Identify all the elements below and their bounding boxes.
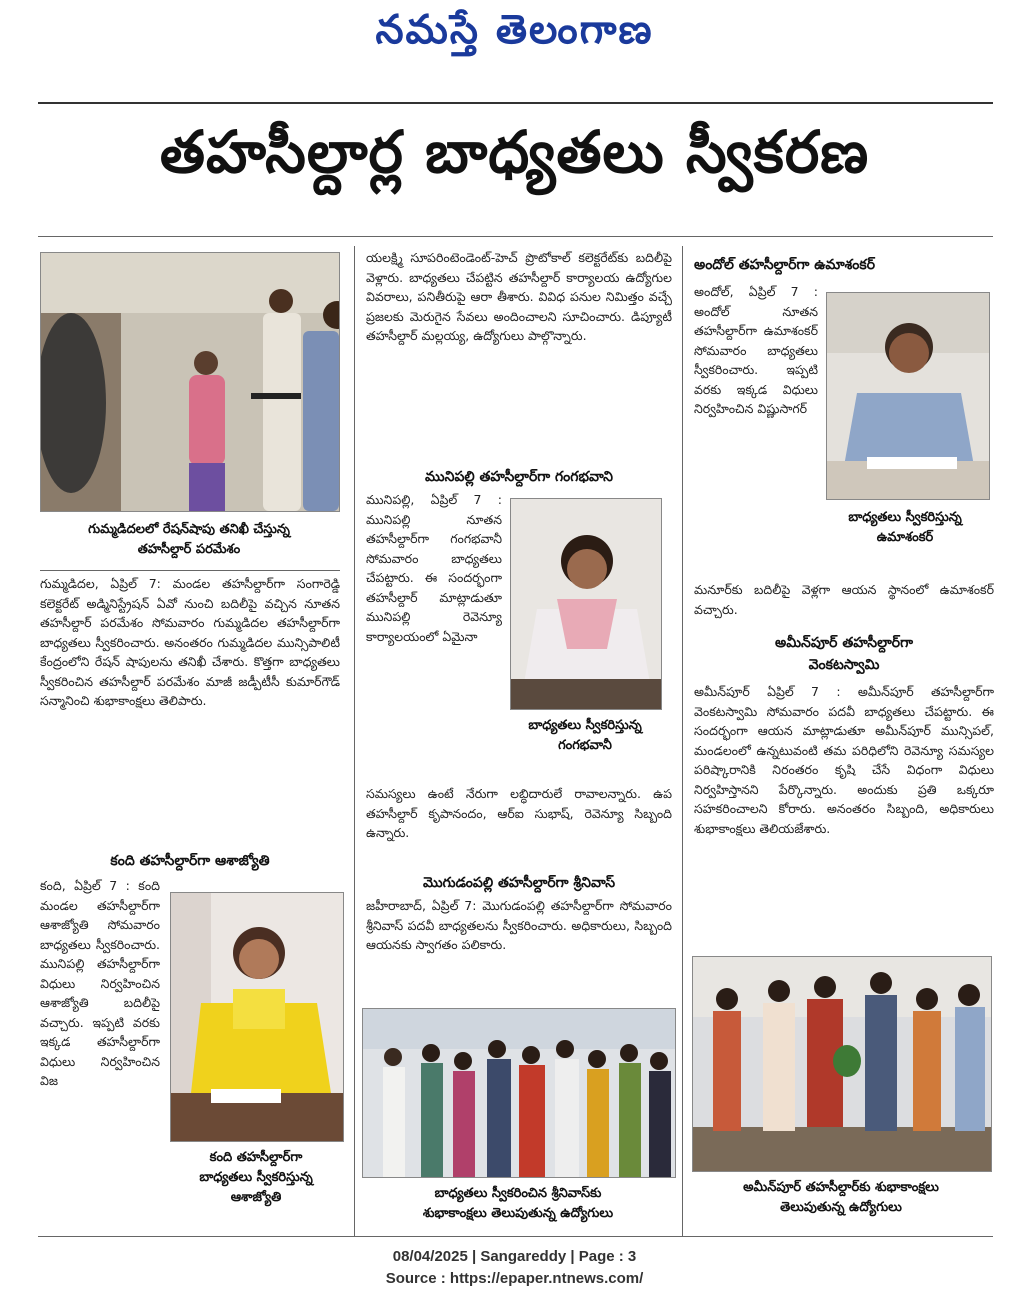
photo-caption [820,508,990,548]
photo-caption [510,716,660,756]
srinivas-welcome-photo [362,1008,676,1178]
caption-line: అమీన్‌పూర్ తహసీల్దార్‌కు శుభాకాంక్షలు [743,1180,939,1195]
story-munipalli-end: సమస్యలు ఉంటే నేరుగా లబ్ధిదారులే రావాలన్నారు. ఉప తహసీల్దార్ కృపానందం, ఆర్ఐ సుభాష్, రెవెన్యూ సిబ్బంది ఉన్నారు. [366,786,672,840]
photo-caption [170,1148,342,1208]
page-headline: తహసీల్దార్ల బాధ్యతలు స్వీకరణ [159,118,870,186]
story-gummadidala: గుమ్మడిదల, ఏప్రిల్ 7: మండల తహసీల్దార్‌గా సంగారెడ్డి కలెక్టరేట్ అడ్మినిస్ట్రేషన్ ఏవో నుంచి బదిలీపై వచ్చిన నూతన తహసీల్దార్ పరమేశం సోమవారం గుమ్మడిదల తహసీల్దార్‌గా బాధ్యతలు స్వీకరించారు. అనంతరం గుమ్మడిదల మున్సిపాలిటీ కేంద్రంలోని రేషన్ షాపులను తనిఖీ చేశారు. కొత్తగా బాధ్యతలు స్వీకరించిన తహసీల్దార్ పరమేశం మాజీ జడ్పీటీసీ కుమార్‌గౌడ్ సన్మానించి శుభాకాంక్షలు తెలిపారు. [40,576,340,708]
subhead-line: వెంకటస్వామి [808,657,880,673]
caption-line: బాధ్యతలు స్వీకరించిన శ్రీనివాస్‌కు [434,1186,602,1201]
story-andol: అందోల్, ఏప్రిల్ 7 : అందోల్ నూతన తహసీల్దార్‌గా ఉమాశంకర్ సోమవారం బాధ్యతలు స్వీకరించారు. ఇప్పటి వరకు ఇక్కడ విధులు నిర్వహించిన విష్ణుసాగర్ [694,284,818,416]
caption-line: బాధ్యతలు స్వీకరిస్తున్న [848,510,962,525]
headline-rule [38,236,993,237]
caption-line: గంగభవానీ [558,738,612,753]
masthead-logo: నమస్తే తెలంగాణ [375,6,654,53]
caption-line: ఆశాజ్యోతి [230,1190,282,1205]
subhead-mogudampalli: మొగుడంపల్లి తహసీల్దార్‌గా శ్రీనివాస్ [422,875,616,891]
ration-shop-photo [40,252,340,512]
ameenpur-welcome-photo [692,956,992,1172]
subhead-ameenpur [694,632,994,676]
footer-date-line: 08/04/2025 | Sangareddy | Page : 3 [392,1248,637,1265]
story-andol-end: మనూర్‌కు బదిలీపై వెళ్లగా ఆయన స్థానంలో ఉమాశంకర్ వచ్చారు. [694,582,994,617]
column-divider [354,246,355,1236]
subhead-line: అమీన్‌పూర్ తహసీల్దార్‌గా [775,635,913,651]
column-divider [682,246,683,1236]
caption-line: కంది తహసీల్దార్‌గా [209,1150,303,1165]
story-mogudampalli: జహీరాబాద్, ఏప్రిల్ 7: మొగుడంపల్లి తహసీల్దార్‌గా సోమవారం శ్రీనివాస్ పదవీ బాధ్యతలను స్వీకరించారు. అధికారులు, సిబ్బంది ఆయనకు స్వాగతం పలికారు. [366,898,672,952]
caption-line: ఉమాశంకర్ [876,530,934,545]
footer-source-link[interactable]: Source : https://epaper.ntnews.com/ [385,1270,644,1287]
subhead-kandi: కంది తహసీల్దార్‌గా ఆశాజ్యోతి [110,853,270,869]
photo-caption [692,1178,990,1218]
masthead-rule [38,102,993,104]
story-munipalli: మునిపల్లి, ఏప్రిల్ 7 : మునిపల్లి నూతన తహసీల్దార్‌గా గంగభవానీ సోమవారం బాధ్యతలు చేపట్టారు. ఈ సందర్భంగా తహసీల్దార్ మాట్లాడుతూ మునిపల్లి రెవెన్యూ కార్యాలయంలో ఏమైనా [366,492,502,644]
caption-line: శుభాకాంక్షలు తెలుపుతున్న ఉద్యోగులు [422,1206,614,1221]
photo-caption [362,1184,674,1224]
umashankar-photo [826,292,990,500]
ashajyothi-photo [170,892,344,1142]
section-rule [40,570,340,571]
caption-line: తెలుపుతున్న ఉద్యోగులు [780,1200,902,1215]
gangabhavani-photo [510,498,662,710]
caption-line: బాధ్యతలు స్వీకరిస్తున్న [199,1170,313,1185]
caption-line: గుమ్మడిదలలో రేషన్‌షాపు తనిఖీ చేస్తున్న [88,522,290,537]
subhead-andol: అందోల్ తహసీల్దార్‌గా ఉమాశంకర్ [694,257,876,273]
subhead-munipalli: మునిపల్లి తహసీల్దార్‌గా గంగభవాని [424,469,614,485]
story-ameenpur: అమీన్‌పూర్ ఏప్రిల్ 7 : అమీన్‌పూర్ తహసీల్దార్‌గా వెంకటస్వామి సోమవారం పదవీ బాధ్యతలు చేపట్టారు. ఈ సందర్భంగా ఆయన మాట్లాడుతూ అమీన్‌పూర్ మున్సిపల్, మండలంలో ఉన్నటువంటి తమ పరిధిలోని రెవెన్యూ సమస్యల పరిష్కారానికి నిరంతరం కృషి చేసే విధంగా విధులు నిర్వహిస్తానని పేర్కొన్నారు. అందుకు ప్రతి ఒక్కరూ సహకరించాలని కోరారు. అనంతరం సిబ్బంది, అధికారులు శుభాకాంక్షలు తెలియజేశారు. [694,684,994,836]
story-continued: యలక్ష్మి సూపరింటెండెంట్-హెచ్ ప్రొటోకాల్ కలెక్టరేట్‌కు బదిలీపై వెళ్లారు. బాధ్యతలు చేపట్టిన తహసీల్దార్ కార్యాలయ ఉద్యోగుల వివరాలు, పనితీరుపై ఆరా తీశారు. వివిధ పనుల నిమిత్తం వచ్చే ప్రజలకు మెరుగైన సేవలు అందించాలని సూచించారు. డిప్యూటీ తహసీల్దార్ మల్లయ్య, ఉద్యోగులు పాల్గొన్నారు. [366,250,672,343]
footer-rule [38,1236,993,1237]
photo-caption [40,520,338,560]
caption-line: బాధ్యతలు స్వీకరిస్తున్న [528,718,642,733]
caption-line: తహసీల్దార్ పరమేశం [137,542,241,557]
story-kandi: కంది, ఏప్రిల్ 7 : కంది మండల తహసీల్దార్‌గా ఆశాజ్యోతి సోమవారం బాధ్యతలు స్వీకరించారు. మునిపల్లి తహసీల్దార్‌గా విధులు నిర్వహించిన ఆశాజ్యోతి బదిలీపై వచ్చారు. ఇప్పటి వరకు ఇక్కడ తహసీల్దార్‌గా విధులు నిర్వహించిన విజ [40,878,160,1088]
